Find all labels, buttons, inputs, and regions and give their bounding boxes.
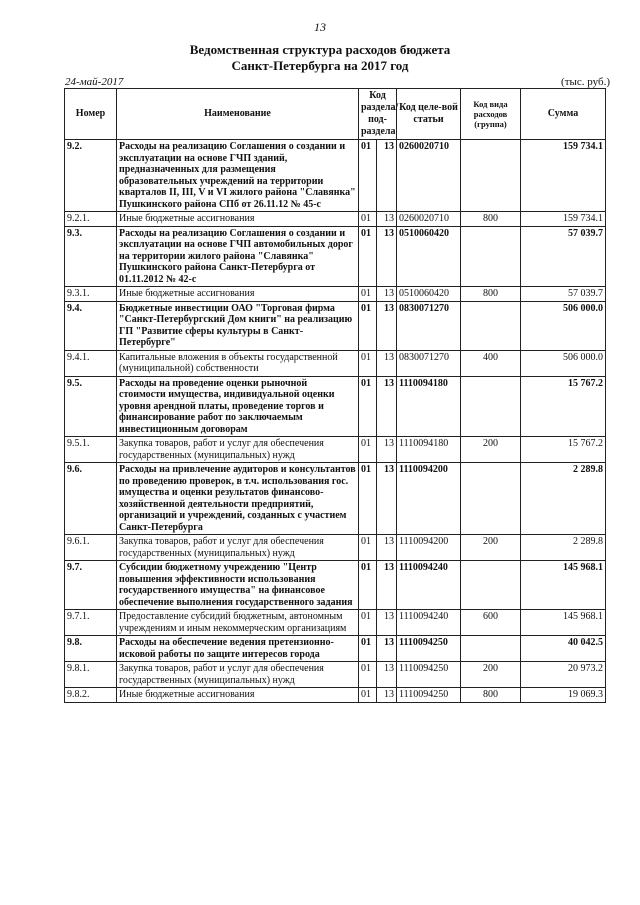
table-row <box>65 287 606 302</box>
row-razdel: 01 <box>359 535 377 561</box>
row-expense-type <box>461 561 521 610</box>
row-expense-type: 600 <box>461 610 521 636</box>
row-podrazdel: 13 <box>377 226 397 287</box>
row-name: Расходы на реализацию Соглашения о создании и эксплуатации на основе ГЧП автомобильных дорог на территории жилого района "Славянка" Пушкинского района Санкт-Петербурга от 01.11.2012 № 42-с <box>117 226 359 287</box>
row-expense-type <box>461 463 521 535</box>
row-target-code: 1110094180 <box>397 437 461 463</box>
table-row <box>65 212 606 227</box>
row-razdel: 01 <box>359 212 377 227</box>
row-podrazdel: 13 <box>377 301 397 350</box>
row-razdel: 01 <box>359 376 377 437</box>
row-target-code: 1110094180 <box>397 376 461 437</box>
table-row <box>65 463 606 535</box>
row-expense-type <box>461 301 521 350</box>
table-header-row <box>65 89 606 140</box>
row-number: 9.3. <box>65 226 117 287</box>
row-name: Капитальные вложения в объекты государственной (муниципальной) собственности <box>117 350 359 376</box>
row-number: 9.3.1. <box>65 287 117 302</box>
table-row <box>65 350 606 376</box>
row-number: 9.8.2. <box>65 688 117 703</box>
row-podrazdel: 13 <box>377 140 397 212</box>
header-name: Наименование <box>117 89 359 140</box>
row-target-code: 0830071270 <box>397 301 461 350</box>
budget-table <box>64 88 606 703</box>
row-razdel: 01 <box>359 662 377 688</box>
row-razdel: 01 <box>359 301 377 350</box>
title-line-1: Ведомственная структура расходов бюджета <box>189 42 451 57</box>
table-row <box>65 226 606 287</box>
row-expense-type: 800 <box>461 287 521 302</box>
row-razdel: 01 <box>359 636 377 662</box>
row-sum: 40 042.5 <box>521 636 606 662</box>
row-number: 9.8. <box>65 636 117 662</box>
row-razdel: 01 <box>359 140 377 212</box>
title-line-2: Санкт-Петербурга на 2017 год <box>231 58 409 73</box>
row-target-code: 0510060420 <box>397 287 461 302</box>
row-razdel: 01 <box>359 350 377 376</box>
row-sum: 506 000.0 <box>521 350 606 376</box>
row-number: 9.2. <box>65 140 117 212</box>
row-razdel: 01 <box>359 688 377 703</box>
row-name: Бюджетные инвестиции ОАО "Торговая фирма "Санкт-Петербургский Дом книги" на реализацию ГП "Развитие сферы культуры в Санкт-Петербурге" <box>117 301 359 350</box>
row-sum: 145 968.1 <box>521 561 606 610</box>
row-razdel: 01 <box>359 437 377 463</box>
row-sum: 20 973.2 <box>521 662 606 688</box>
row-expense-type: 400 <box>461 350 521 376</box>
row-name: Расходы на привлечение аудиторов и консультантов по проведению проверок, в т.ч. использования гос. имущества и оценки результатов финансово-хозяйственной деятельности предприятий, организаций и учреждений, созданных с участием Санкт-Петербурга <box>117 463 359 535</box>
row-name: Иные бюджетные ассигнования <box>117 287 359 302</box>
row-podrazdel: 13 <box>377 688 397 703</box>
row-target-code: 1110094240 <box>397 610 461 636</box>
row-name: Расходы на проведение оценки рыночной стоимости имущества, индивидуальной оценки уровня арендной платы, проведение торгов и финансирование работ по заключаемым инвестиционным договорам <box>117 376 359 437</box>
document-title <box>0 42 640 74</box>
header-section: Код раздела/ под-раздела <box>359 89 397 140</box>
table-row <box>65 301 606 350</box>
row-razdel: 01 <box>359 226 377 287</box>
row-target-code: 1110094200 <box>397 463 461 535</box>
row-name: Расходы на реализацию Соглашения о создании и эксплуатации на основе ГЧП зданий, предназначенных для размещения образовательных учреждений на территории кварталов II, III, V и VI жилого района "Славянка" Пушкинского района СПб от 26.11.12 № 45-с <box>117 140 359 212</box>
row-target-code: 1110094250 <box>397 636 461 662</box>
row-target-code: 1110094240 <box>397 561 461 610</box>
table-row <box>65 561 606 610</box>
table-row <box>65 437 606 463</box>
row-podrazdel: 13 <box>377 662 397 688</box>
page-number: 13 <box>314 20 326 34</box>
row-number: 9.6. <box>65 463 117 535</box>
row-target-code: 0260020710 <box>397 212 461 227</box>
row-sum: 145 968.1 <box>521 610 606 636</box>
document-date: 24-май-2017 <box>65 76 124 88</box>
row-number: 9.5.1. <box>65 437 117 463</box>
row-podrazdel: 13 <box>377 350 397 376</box>
row-razdel: 01 <box>359 561 377 610</box>
table-row <box>65 535 606 561</box>
units-label: (тыс. руб.) <box>561 76 610 88</box>
row-podrazdel: 13 <box>377 636 397 662</box>
row-expense-type: 200 <box>461 662 521 688</box>
row-name: Закупка товаров, работ и услуг для обеспечения государственных (муниципальных) нужд <box>117 535 359 561</box>
header-expense-type: Код вида расходов (группа) <box>461 89 521 140</box>
row-sum: 15 767.2 <box>521 437 606 463</box>
row-name: Субсидии бюджетному учреждению "Центр повышения эффективности использования государственного имущества" на финансовое обеспечение выполнения государственного задания <box>117 561 359 610</box>
row-expense-type: 800 <box>461 212 521 227</box>
row-podrazdel: 13 <box>377 212 397 227</box>
table-body <box>65 140 606 703</box>
row-number: 9.4. <box>65 301 117 350</box>
table-row <box>65 662 606 688</box>
row-target-code: 1110094250 <box>397 662 461 688</box>
row-expense-type: 200 <box>461 437 521 463</box>
row-sum: 57 039.7 <box>521 226 606 287</box>
row-number: 9.2.1. <box>65 212 117 227</box>
row-target-code: 1110094200 <box>397 535 461 561</box>
header-sum: Сумма <box>521 89 606 140</box>
table-row <box>65 610 606 636</box>
row-razdel: 01 <box>359 610 377 636</box>
row-expense-type: 200 <box>461 535 521 561</box>
row-number: 9.6.1. <box>65 535 117 561</box>
row-sum: 2 289.8 <box>521 463 606 535</box>
row-sum: 2 289.8 <box>521 535 606 561</box>
row-sum: 159 734.1 <box>521 212 606 227</box>
row-expense-type <box>461 226 521 287</box>
row-name: Иные бюджетные ассигнования <box>117 688 359 703</box>
row-sum: 15 767.2 <box>521 376 606 437</box>
row-razdel: 01 <box>359 463 377 535</box>
row-podrazdel: 13 <box>377 463 397 535</box>
row-expense-type <box>461 376 521 437</box>
row-sum: 159 734.1 <box>521 140 606 212</box>
row-number: 9.4.1. <box>65 350 117 376</box>
row-number: 9.7. <box>65 561 117 610</box>
table-row <box>65 688 606 703</box>
row-expense-type <box>461 140 521 212</box>
row-name: Закупка товаров, работ и услуг для обеспечения государственных (муниципальных) нужд <box>117 662 359 688</box>
row-target-code: 1110094250 <box>397 688 461 703</box>
row-expense-type <box>461 636 521 662</box>
row-name: Расходы на обеспечение ведения претензионно-исковой работы по защите интересов города <box>117 636 359 662</box>
row-podrazdel: 13 <box>377 535 397 561</box>
row-target-code: 0260020710 <box>397 140 461 212</box>
row-podrazdel: 13 <box>377 376 397 437</box>
header-number: Номер <box>65 89 117 140</box>
row-podrazdel: 13 <box>377 437 397 463</box>
row-sum: 57 039.7 <box>521 287 606 302</box>
table-row <box>65 376 606 437</box>
row-razdel: 01 <box>359 287 377 302</box>
row-name: Иные бюджетные ассигнования <box>117 212 359 227</box>
row-podrazdel: 13 <box>377 610 397 636</box>
row-expense-type: 800 <box>461 688 521 703</box>
header-target: Код целе-вой статьи <box>397 89 461 140</box>
row-number: 9.8.1. <box>65 662 117 688</box>
row-podrazdel: 13 <box>377 287 397 302</box>
row-sum: 506 000.0 <box>521 301 606 350</box>
row-number: 9.7.1. <box>65 610 117 636</box>
row-number: 9.5. <box>65 376 117 437</box>
row-target-code: 0510060420 <box>397 226 461 287</box>
row-podrazdel: 13 <box>377 561 397 610</box>
row-sum: 19 069.3 <box>521 688 606 703</box>
row-target-code: 0830071270 <box>397 350 461 376</box>
row-name: Предоставление субсидий бюджетным, автономным учреждениям и иным некоммерческим организациям <box>117 610 359 636</box>
table-row <box>65 140 606 212</box>
row-name: Закупка товаров, работ и услуг для обеспечения государственных (муниципальных) нужд <box>117 437 359 463</box>
table-row <box>65 636 606 662</box>
